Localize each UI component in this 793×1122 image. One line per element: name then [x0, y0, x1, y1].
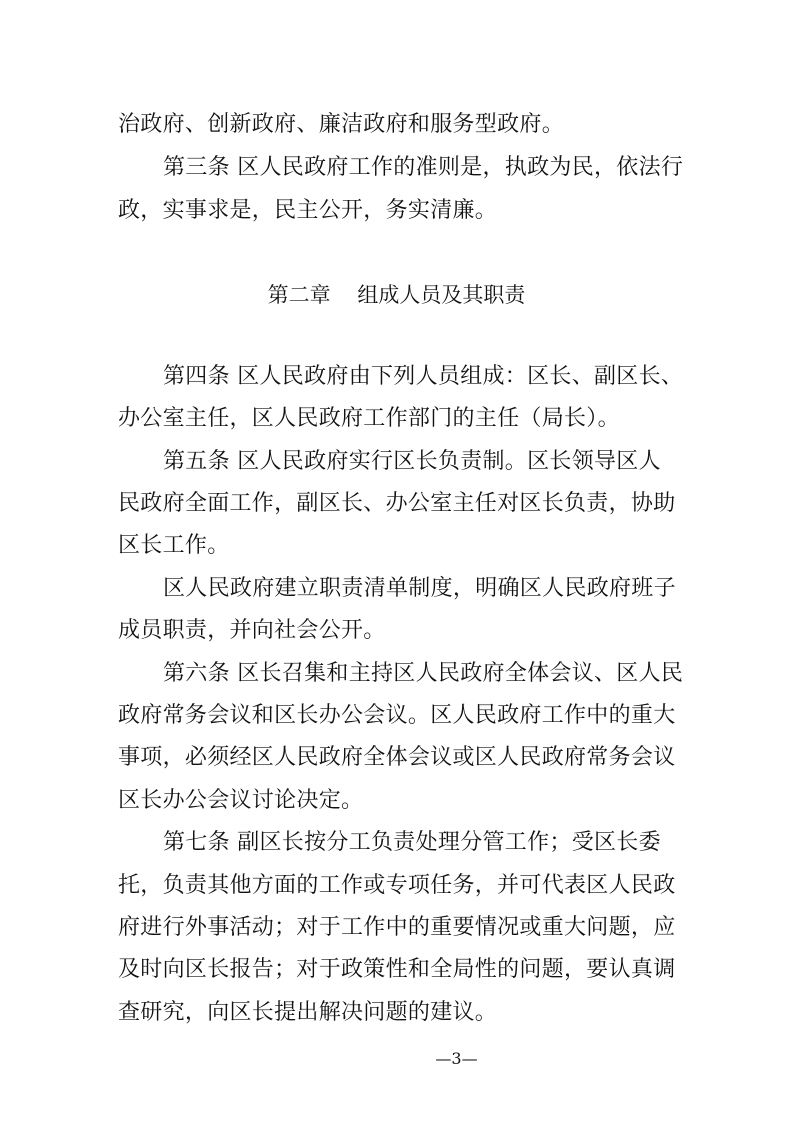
- article-6-line: 第六条 区长召集和主持区人民政府全体会议、区人民: [163, 661, 684, 686]
- paragraph-line: 治政府、创新政府、廉洁政府和服务型政府。: [118, 112, 565, 137]
- paragraph-line: 办公室主任，区人民政府工作部门的主任（局长）。: [118, 406, 620, 431]
- paragraph-line: 区人民政府建立职责清单制度，明确区人民政府班子: [163, 576, 676, 601]
- article-3-line: 第三条 区人民政府工作的准则是，执政为民，依法行: [163, 155, 684, 180]
- article-5-line: 第五条 区人民政府实行区长负责制。区长领导区人: [163, 449, 661, 474]
- paragraph-line: 区长工作。: [118, 533, 230, 558]
- article-4-line: 第四条 区人民政府由下列人员组成：区长、副区长、: [163, 364, 684, 389]
- paragraph-line: 托，负责其他方面的工作或专项任务，并可代表区人民政: [118, 873, 676, 898]
- paragraph-line: 区长办公会议讨论决定。: [118, 788, 364, 813]
- paragraph-line: 查研究，向区长提出解决问题的建议。: [118, 1000, 498, 1025]
- paragraph-line: 政，实事求是，民主公开，务实清廉。: [118, 198, 498, 223]
- paragraph-line: 事项，必须经区人民政府全体会议或区人民政府常务会议: [118, 745, 676, 770]
- chapter-title: 第二章 组成人员及其职责: [267, 283, 526, 307]
- page-number: —3—: [435, 1049, 478, 1068]
- paragraph-line: 府进行外事活动；对于工作中的重要情况或重大问题，应: [118, 915, 676, 940]
- paragraph-line: 政府常务会议和区长办公会议。区人民政府工作中的重大: [118, 703, 676, 728]
- article-7-line: 第七条 副区长按分工负责处理分管工作；受区长委: [163, 830, 661, 855]
- paragraph-line: 民政府全面工作，副区长、办公室主任对区长负责，协助: [118, 491, 676, 516]
- paragraph-line: 成员职责，并向社会公开。: [118, 618, 386, 643]
- paragraph-line: 及时向区长报告；对于政策性和全局性的问题，要认真调: [118, 957, 676, 982]
